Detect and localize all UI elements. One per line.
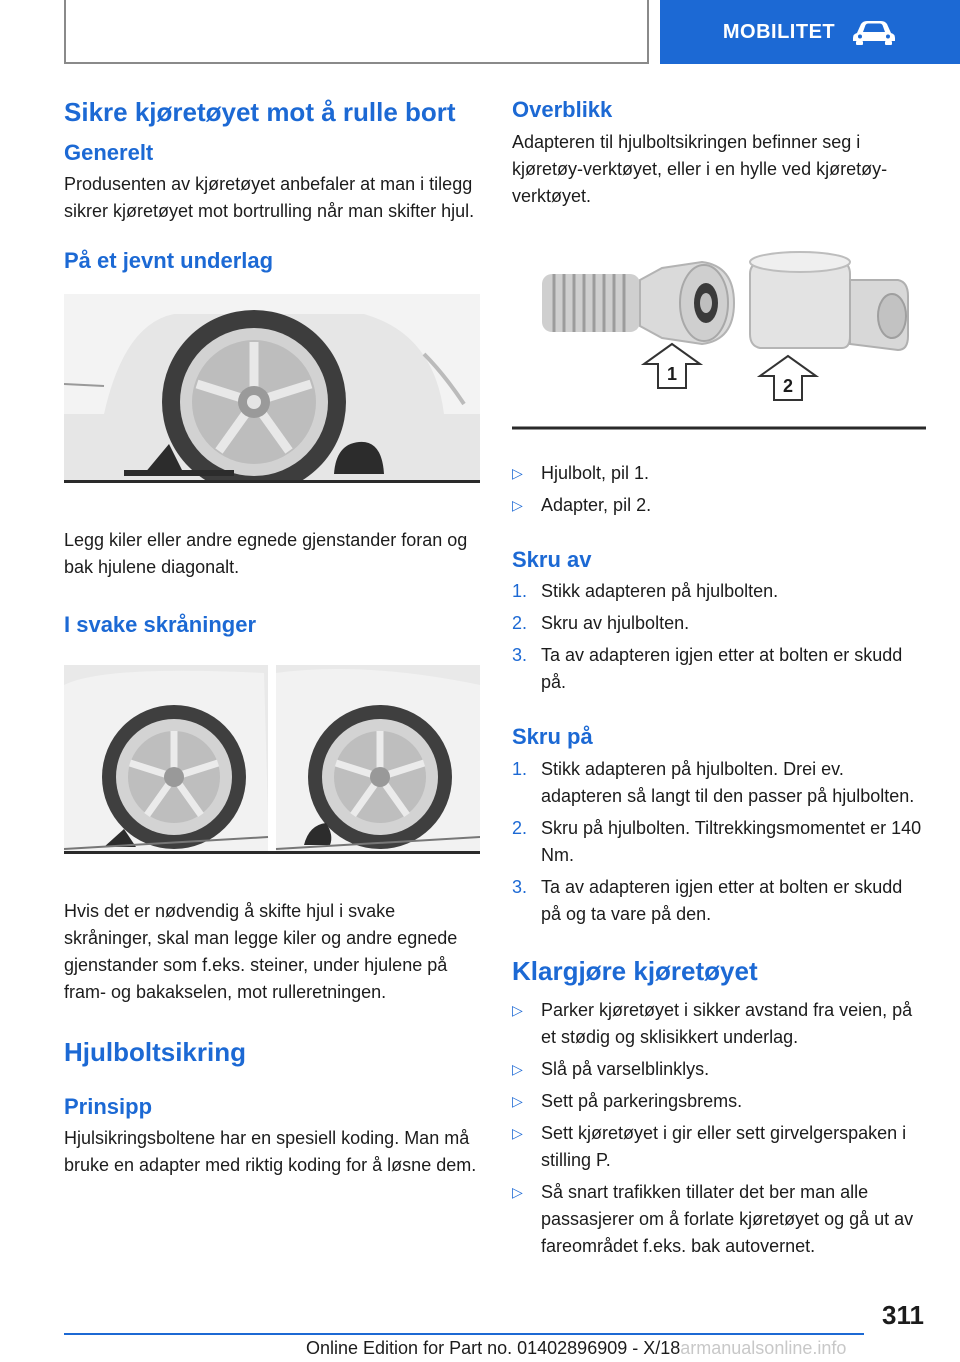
list-item bbox=[512, 1088, 926, 1115]
step-text: Stikk adapteren på hjulbolten. Drei ev. adapteren så langt til den passer på hjulbolten. bbox=[541, 758, 915, 806]
triangle-bullet-icon: ▷ bbox=[512, 1061, 523, 1078]
heading-principle: Prinsipp bbox=[64, 1093, 153, 1119]
step-item bbox=[512, 610, 926, 637]
footer-rule bbox=[64, 1333, 864, 1335]
step-item bbox=[512, 756, 926, 810]
section-heading-secure: Sikre kjøretøyet mot å rulle bort bbox=[64, 97, 456, 127]
heading-screw-on: Skru på bbox=[512, 724, 593, 750]
wheel-bolt-adapter-illustration bbox=[512, 240, 926, 430]
slope-chock-illustration bbox=[64, 665, 480, 851]
heading-slight-slopes: I svake skråninger bbox=[64, 611, 257, 637]
chapter-title: MOBILITET bbox=[722, 20, 836, 43]
heading-overview: Overblikk bbox=[512, 97, 613, 122]
overview-text: Adapteren til hjulboltsikringen befinner seg i kjøretøy-verktøyet, eller i en hylle ved kjøretøy-verktøyet. bbox=[512, 131, 888, 206]
triangle-bullet-icon: ▷ bbox=[512, 1093, 523, 1110]
step-item bbox=[512, 642, 926, 696]
step-text: Ta av adapteren igjen etter at bolten er skudd på og ta vare på den. bbox=[541, 876, 903, 924]
step-item bbox=[512, 578, 926, 605]
step-number: 2. bbox=[512, 613, 528, 634]
wheel-chock-illustration bbox=[64, 294, 480, 480]
list-item bbox=[512, 492, 926, 519]
list-item-text: Sett kjøretøyet i gir eller sett girvelgerspaken i stilling P. bbox=[541, 1123, 907, 1171]
step-item bbox=[512, 874, 926, 928]
list-item bbox=[512, 997, 926, 1051]
step-number: 1. bbox=[512, 581, 528, 602]
step-text: Stikk adapteren på hjulbolten. bbox=[541, 581, 779, 602]
principle-text: Hjulsikringsboltene har en spesiell koding. Man må bruke en adapter med riktig koding for å løsne dem. bbox=[64, 1128, 477, 1176]
list-item-text: Adapter, pil 2. bbox=[541, 494, 652, 515]
header-frame bbox=[64, 0, 649, 64]
left-column bbox=[64, 96, 484, 1179]
edition-text: Online Edition for Part no. 01402896909 - X/18 bbox=[306, 1338, 681, 1358]
triangle-bullet-icon: ▷ bbox=[512, 1002, 523, 1019]
step-text: Skru på hjulbolten. Tiltrekkingsmomentet er 140 Nm. bbox=[541, 817, 922, 865]
flat-ground-text: Legg kiler eller andre egnede gjenstander foran og bak hjulene diagonalt. bbox=[64, 529, 468, 577]
step-item bbox=[512, 815, 926, 869]
watermark-site[interactable]: armanualsonline.info bbox=[680, 1338, 847, 1358]
chapter-tab bbox=[660, 0, 960, 64]
list-item bbox=[512, 1120, 926, 1174]
figure-label-2: 2 bbox=[782, 375, 794, 396]
footer-edition bbox=[306, 1338, 846, 1359]
list-item-text: Hjulbolt, pil 1. bbox=[541, 462, 650, 483]
list-item bbox=[512, 1179, 926, 1260]
heading-general: Generelt bbox=[64, 139, 154, 165]
section-heading-prepare: Klargjøre kjøretøyet bbox=[512, 955, 758, 986]
triangle-bullet-icon: ▷ bbox=[512, 1184, 523, 1201]
triangle-bullet-icon: ▷ bbox=[512, 1125, 523, 1142]
step-text: Skru av hjulbolten. bbox=[541, 613, 690, 634]
prepare-list bbox=[512, 997, 926, 1260]
step-number: 3. bbox=[512, 645, 528, 666]
slope-text: Hvis det er nødvendig å skifte hjul i svake skråninger, skal man legge kiler og andre egnede gjenstander som f.eks. steiner, under hjulene på fram- og bakakselen, mot rulleretningen. bbox=[64, 901, 458, 1003]
list-item-text: Slå på varselblinklys. bbox=[541, 1059, 710, 1080]
section-heading-wheel-lock: Hjulboltsikring bbox=[64, 1037, 246, 1068]
unscrew-steps bbox=[512, 578, 926, 696]
step-number: 3. bbox=[512, 876, 528, 897]
list-item-text: Så snart trafikken tillater det ber man alle passasjerer om å forlate kjøretøyet og gå ut av fareområdet f.eks. bak autovernet. bbox=[541, 1182, 914, 1257]
triangle-bullet-icon: ▷ bbox=[512, 496, 523, 513]
step-number: 1. bbox=[512, 758, 528, 779]
list-item-text: Parker kjøretøyet i sikker avstand fra veien, på et stødig og sklisikkert underlag. bbox=[541, 1000, 913, 1048]
overview-list bbox=[512, 460, 926, 519]
page-number: 311 bbox=[882, 1300, 924, 1330]
step-text: Ta av adapteren igjen etter at bolten er skudd på. bbox=[541, 645, 903, 693]
list-item bbox=[512, 1056, 926, 1083]
car-icon bbox=[851, 19, 897, 45]
heading-flat-ground: På et jevnt underlag bbox=[64, 248, 274, 274]
general-text: Produsenten av kjøretøyet anbefaler at man i tilegg sikrer kjøretøyet mot bortrulling når man skifter hjul. bbox=[64, 174, 475, 222]
list-item-text: Sett på parkeringsbrems. bbox=[541, 1091, 743, 1112]
screw-on-steps bbox=[512, 756, 926, 928]
step-number: 2. bbox=[512, 817, 528, 838]
right-column bbox=[512, 96, 926, 1265]
figure-label-1: 1 bbox=[666, 363, 678, 384]
list-item bbox=[512, 460, 926, 487]
heading-unscrew: Skru av bbox=[512, 546, 592, 572]
triangle-bullet-icon: ▷ bbox=[512, 464, 523, 481]
